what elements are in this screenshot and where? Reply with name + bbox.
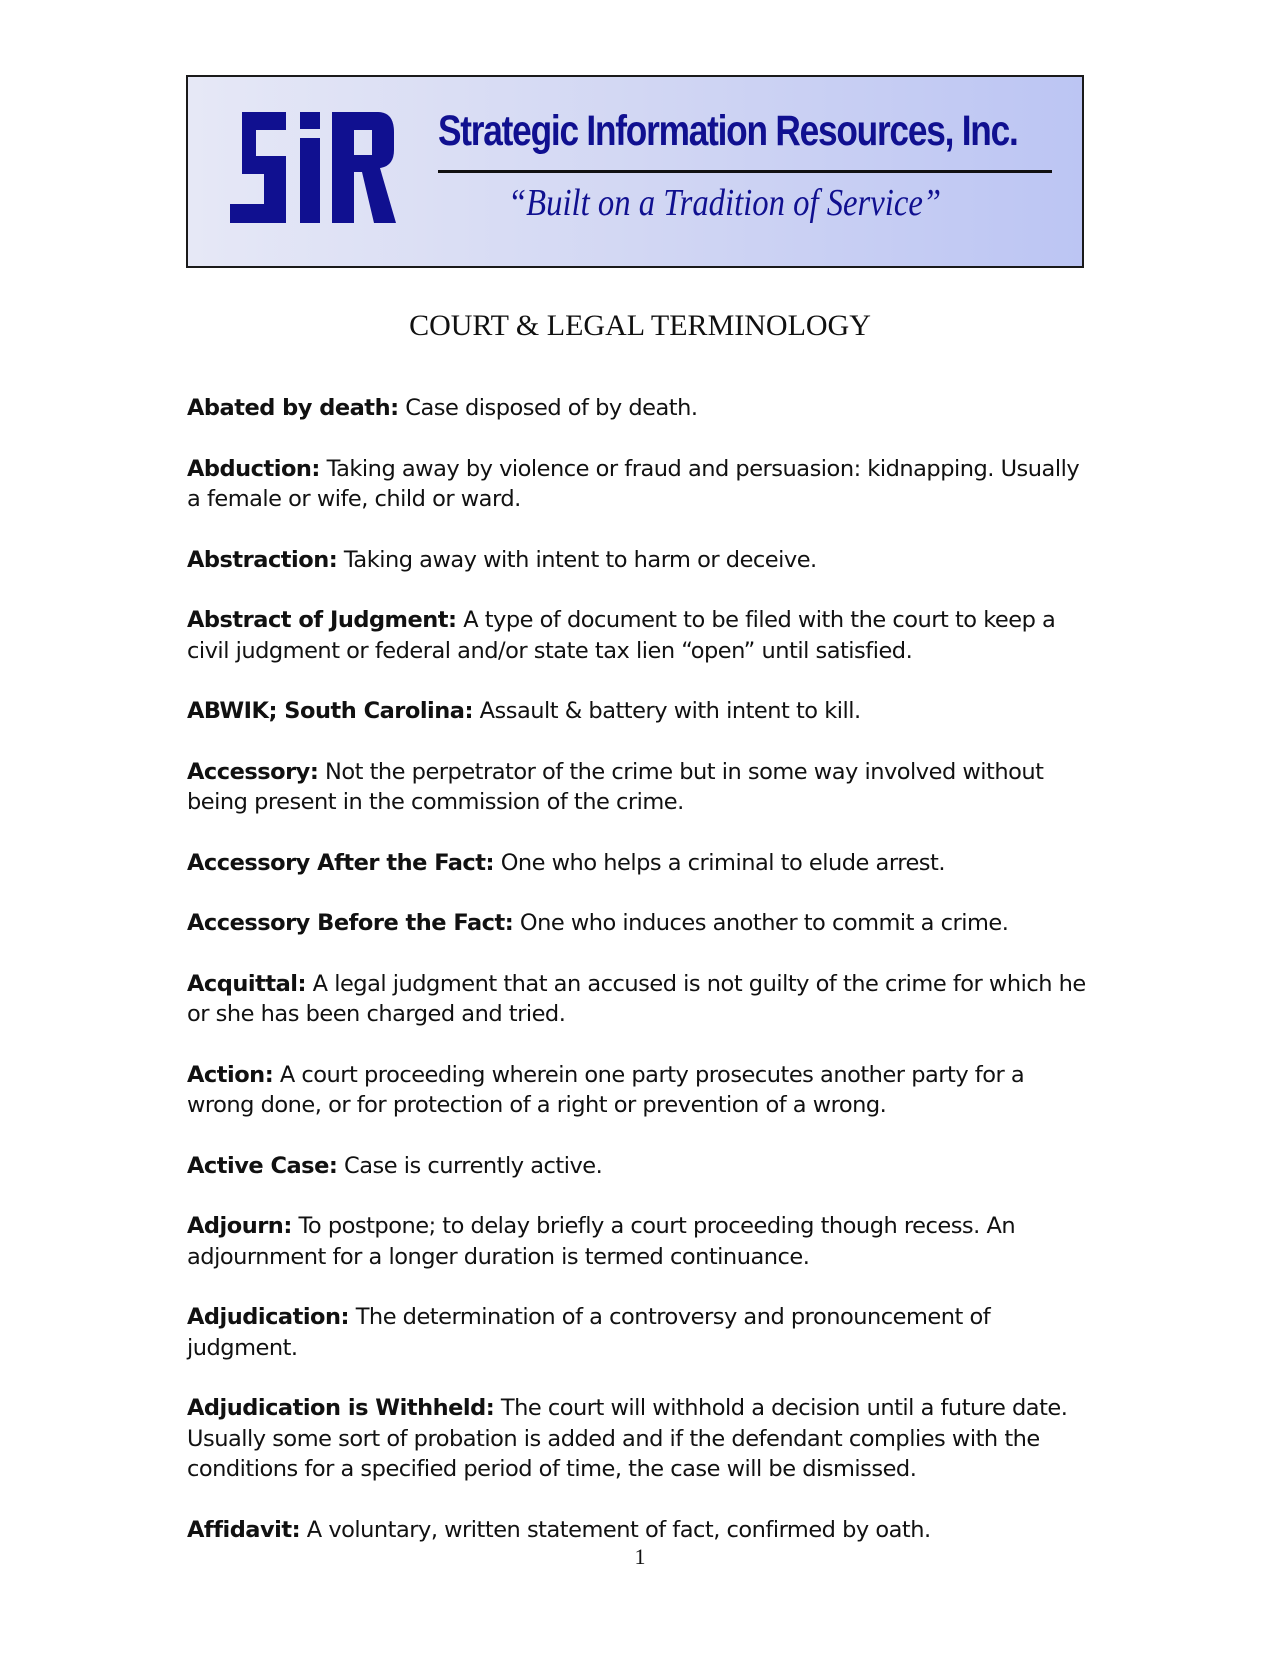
term-definition: A voluntary, written statement of fact, confirmed by oath. [306, 1516, 931, 1543]
term-name: Adjourn: [187, 1213, 292, 1239]
term-entry [187, 757, 1087, 818]
term-definition: To postpone; to delay briefly a court proceeding though recess. An adjournment for a longer duration is termed continuance. [187, 1213, 1016, 1270]
term-definition: Assault & battery with intent to kill. [479, 698, 861, 724]
term-entry [187, 1151, 1087, 1182]
term-definition: A type of document to be filed with the court to keep a civil judgment or federal and/or state tax lien “open” until satisfied. [187, 607, 1056, 664]
term-entry [187, 454, 1087, 515]
term-definition: The determination of a controversy and pronouncement of judgment. [187, 1304, 991, 1361]
term-definition: One who helps a criminal to elude arrest. [500, 849, 945, 876]
term-definition: Taking away by violence or fraud and persuasion: kidnapping. Usually a female or wife, child or ward. [187, 455, 1080, 512]
term-name: Affidavit: [187, 1516, 301, 1543]
term-name: ABWIK; South Carolina: [187, 698, 473, 724]
term-name: Abstract of Judgment: [187, 607, 457, 633]
term-name: Active Case: [187, 1152, 338, 1179]
term-name: Accessory After the Fact: [187, 849, 495, 876]
term-definition: Case is currently active. [343, 1152, 603, 1179]
term-entry [187, 1211, 1087, 1272]
term-entry [187, 1302, 1087, 1363]
term-name: Adjudication is Withheld: [187, 1395, 495, 1421]
term-entry [187, 545, 1087, 576]
document-title: COURT & LEGAL TERMINOLOGY [409, 309, 871, 342]
term-entry [187, 969, 1087, 1030]
term-entry [187, 1060, 1087, 1121]
term-entry [187, 1393, 1087, 1485]
company-name: Strategic Information Resources, Inc. [438, 107, 1018, 155]
page-number: 1 [634, 1544, 646, 1569]
term-entry [187, 1515, 1087, 1546]
term-definition: A legal judgment that an accused is not guilty of the crime for which he or she has been charged and tried. [187, 970, 1086, 1027]
term-entry [187, 605, 1087, 666]
sir-logo [228, 110, 398, 225]
term-definition: Not the perpetrator of the crime but in some way involved without being present in the commission of the crime. [187, 758, 1044, 815]
term-definition: Taking away with intent to harm or deceive. [343, 546, 817, 573]
term-name: Action: [187, 1061, 274, 1088]
term-name: Accessory Before the Fact: [187, 910, 514, 936]
company-banner [186, 75, 1084, 268]
company-tagline: “Built on a Tradition of Service” [508, 182, 942, 224]
term-entry [187, 393, 1087, 424]
term-name: Accessory: [187, 758, 319, 785]
term-definition: One who induces another to commit a crime. [519, 910, 1009, 936]
term-definition: Case disposed of by death. [405, 395, 698, 421]
term-name: Acquittal: [187, 970, 306, 997]
term-name: Abated by death: [187, 395, 399, 421]
term-name: Abstraction: [187, 546, 338, 573]
term-definition: A court proceeding wherein one party prosecutes another party for a wrong done, or for protection of a right or prevention of a wrong. [187, 1061, 1025, 1118]
term-definition: The court will withhold a decision until a future date. Usually some sort of probation is added and if the defendant complies with the conditions for a specified period of time, the case will be dismissed. [187, 1395, 1068, 1482]
term-name: Adjudication: [187, 1304, 350, 1330]
term-entry [187, 908, 1087, 939]
term-list [187, 393, 1087, 1575]
term-entry [187, 848, 1087, 879]
term-name: Abduction: [187, 455, 320, 482]
banner-divider [438, 170, 1052, 173]
term-entry [187, 696, 1087, 727]
